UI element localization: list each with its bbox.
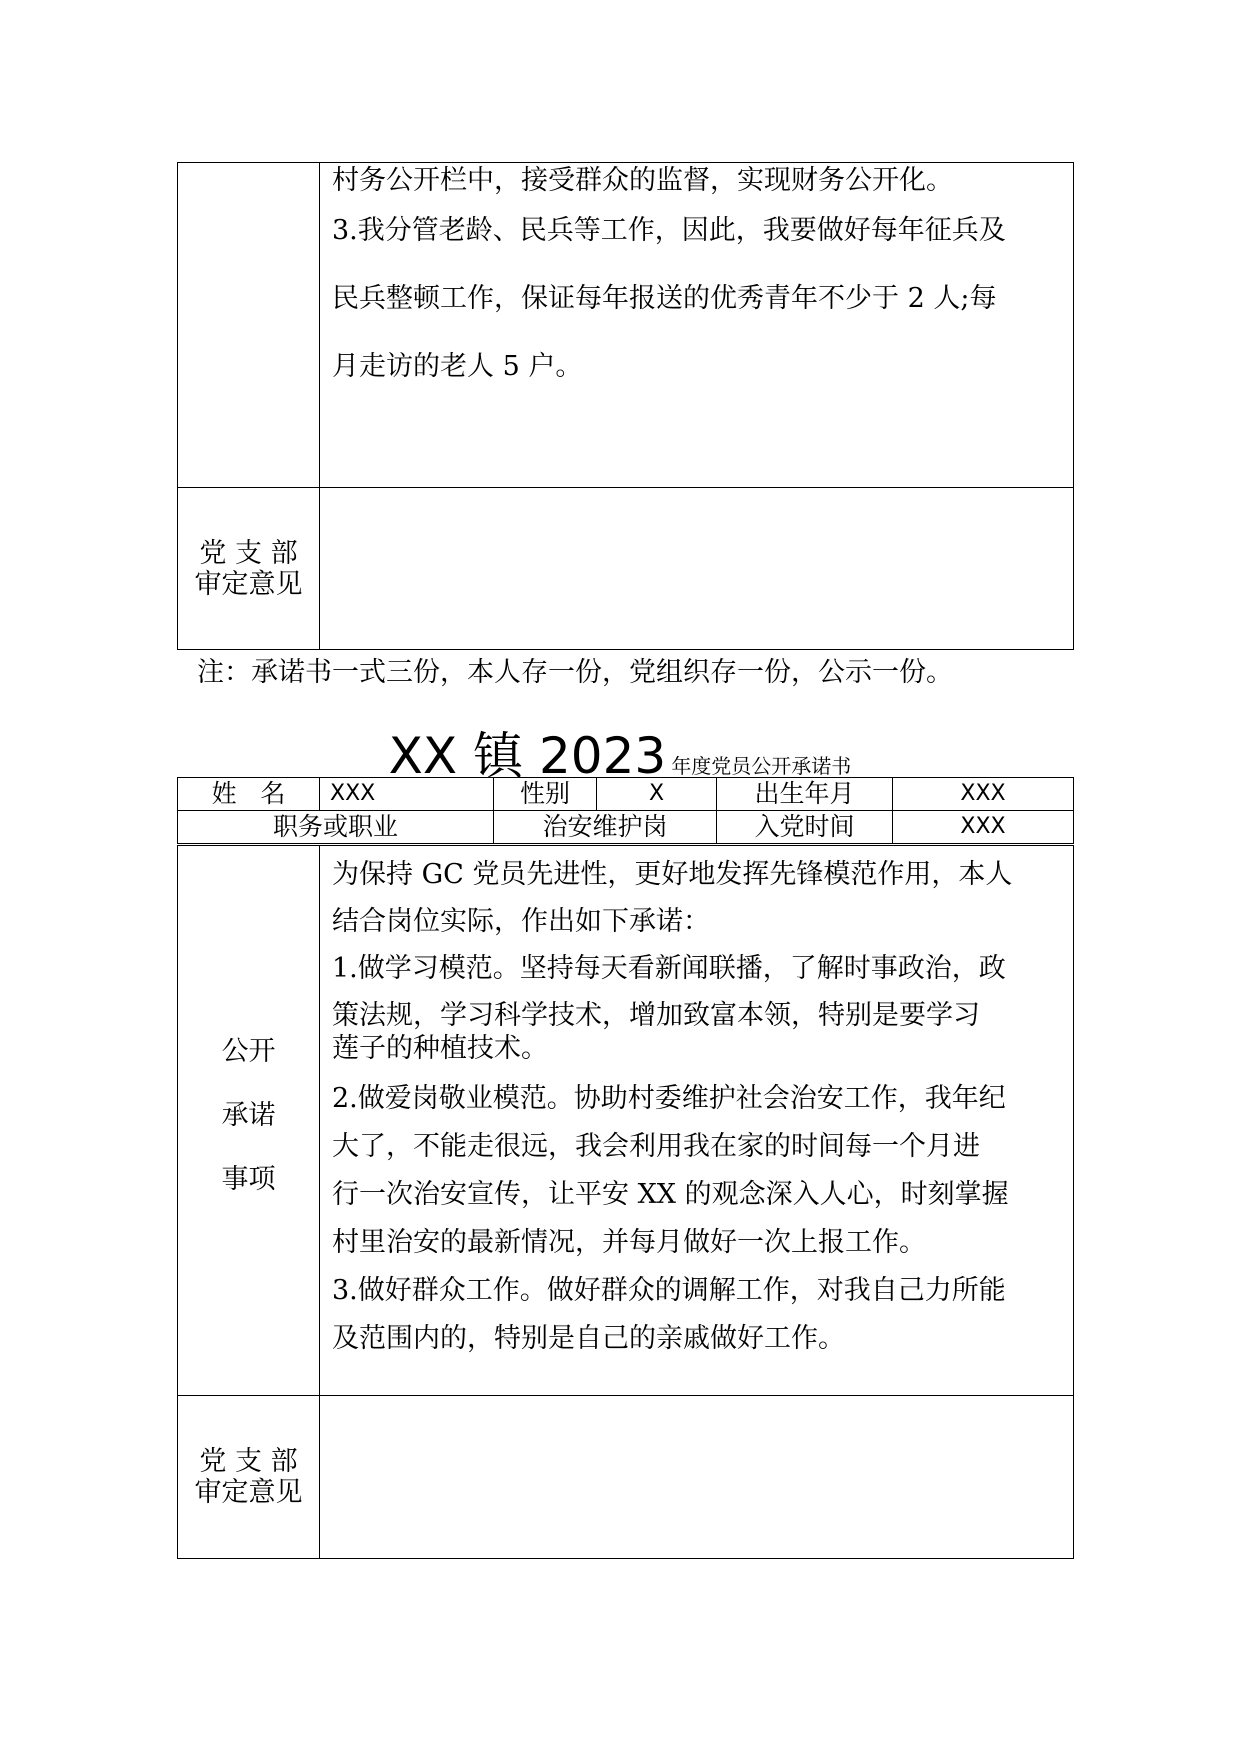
- commitment-continuation-row: [178, 163, 1074, 488]
- note-text: 注：承诺书一式三份，本人存一份，党组织存一份，公示一份。: [197, 657, 953, 688]
- review-label-cell-2: [178, 1396, 320, 1559]
- commitment-continuation-cell: [320, 163, 1074, 488]
- review-content-cell: [320, 488, 1074, 650]
- title-suffix: 年度党员公开承诺书: [671, 754, 852, 778]
- review-label-line1: 党 支 部: [199, 537, 298, 569]
- gender-value: X: [597, 778, 717, 811]
- commitment-label-line2: 承诺: [221, 1099, 276, 1131]
- paragraph-line: 月走访的老人 5 户。: [332, 351, 583, 382]
- item1-line: 策法规，学习科学技术，增加致富本领，特别是要学习: [332, 1000, 980, 1031]
- item1-line: 1.做学习模范。坚持每天看新闻联播，了解时事政治，政: [332, 953, 1006, 984]
- join-value: XXX: [893, 811, 1074, 844]
- join-label: 入党时间: [717, 811, 893, 844]
- job-value: 治安维护岗: [494, 811, 717, 844]
- commitment-label-line3: 事项: [221, 1163, 276, 1195]
- info-table: [177, 777, 1074, 844]
- paragraph-line: 3.我分管老龄、民兵等工作，因此，我要做好每年征兵及: [332, 215, 1006, 246]
- intro-line: 结合岗位实际，作出如下承诺：: [332, 906, 710, 937]
- item2-line: 村里治安的最新情况，并每月做好一次上报工作。: [332, 1227, 926, 1258]
- item2-line: 2.做爱岗敬业模范。协助村委维护社会治安工作，我年纪: [332, 1083, 1006, 1114]
- review-row: [178, 488, 1074, 650]
- intro-line: 为保持 GC 党员先进性，更好地发挥先锋模范作用，本人: [332, 859, 1013, 890]
- review-row-2: [178, 1396, 1074, 1559]
- item3-line: 3.做好群众工作。做好群众的调解工作，对我自己力所能: [332, 1275, 1006, 1306]
- commitment-table-2: [177, 845, 1074, 1559]
- paragraph-line: 村务公开栏中，接受群众的监督，实现财务公开化。: [332, 165, 953, 196]
- commitment-label-cell: [178, 846, 320, 1396]
- title-main: XX 镇 2023: [388, 727, 667, 785]
- commitment-row: [178, 846, 1074, 1396]
- commitment-content-cell: [320, 846, 1074, 1396]
- gender-label: 性别: [494, 778, 597, 811]
- job-label: 职务或职业: [178, 811, 494, 844]
- review-label-line2: 审定意见: [194, 1477, 303, 1508]
- paragraph-line: 民兵整顿工作，保证每年报送的优秀青年不少于 2 人;每: [332, 283, 997, 314]
- info-row-1: [178, 778, 1074, 811]
- review-label-line1: 党 支 部: [199, 1446, 298, 1477]
- name-value: XXX: [320, 778, 494, 811]
- empty-label-cell: [178, 163, 320, 488]
- commitment-table-1: [177, 162, 1074, 650]
- item2-line: 大了，不能走很远，我会利用我在家的时间每一个月进: [332, 1131, 980, 1162]
- birth-value: XXX: [893, 778, 1074, 811]
- info-row-2: [178, 811, 1074, 844]
- commitment-label-line1: 公开: [221, 1035, 276, 1067]
- item2-line: 行一次治安宣传，让平安 XX 的观念深入人心，时刻掌握: [332, 1179, 1009, 1210]
- item3-line: 及范围内的，特别是自己的亲戚做好工作。: [332, 1323, 845, 1354]
- review-content-cell-2: [320, 1396, 1074, 1559]
- review-label-line2: 审定意见: [194, 568, 303, 600]
- item1-line: 莲子的种植技术。: [332, 1033, 548, 1064]
- birth-label: 出生年月: [717, 778, 893, 811]
- name-label: 姓 名: [178, 778, 320, 811]
- review-label-cell: [178, 488, 320, 650]
